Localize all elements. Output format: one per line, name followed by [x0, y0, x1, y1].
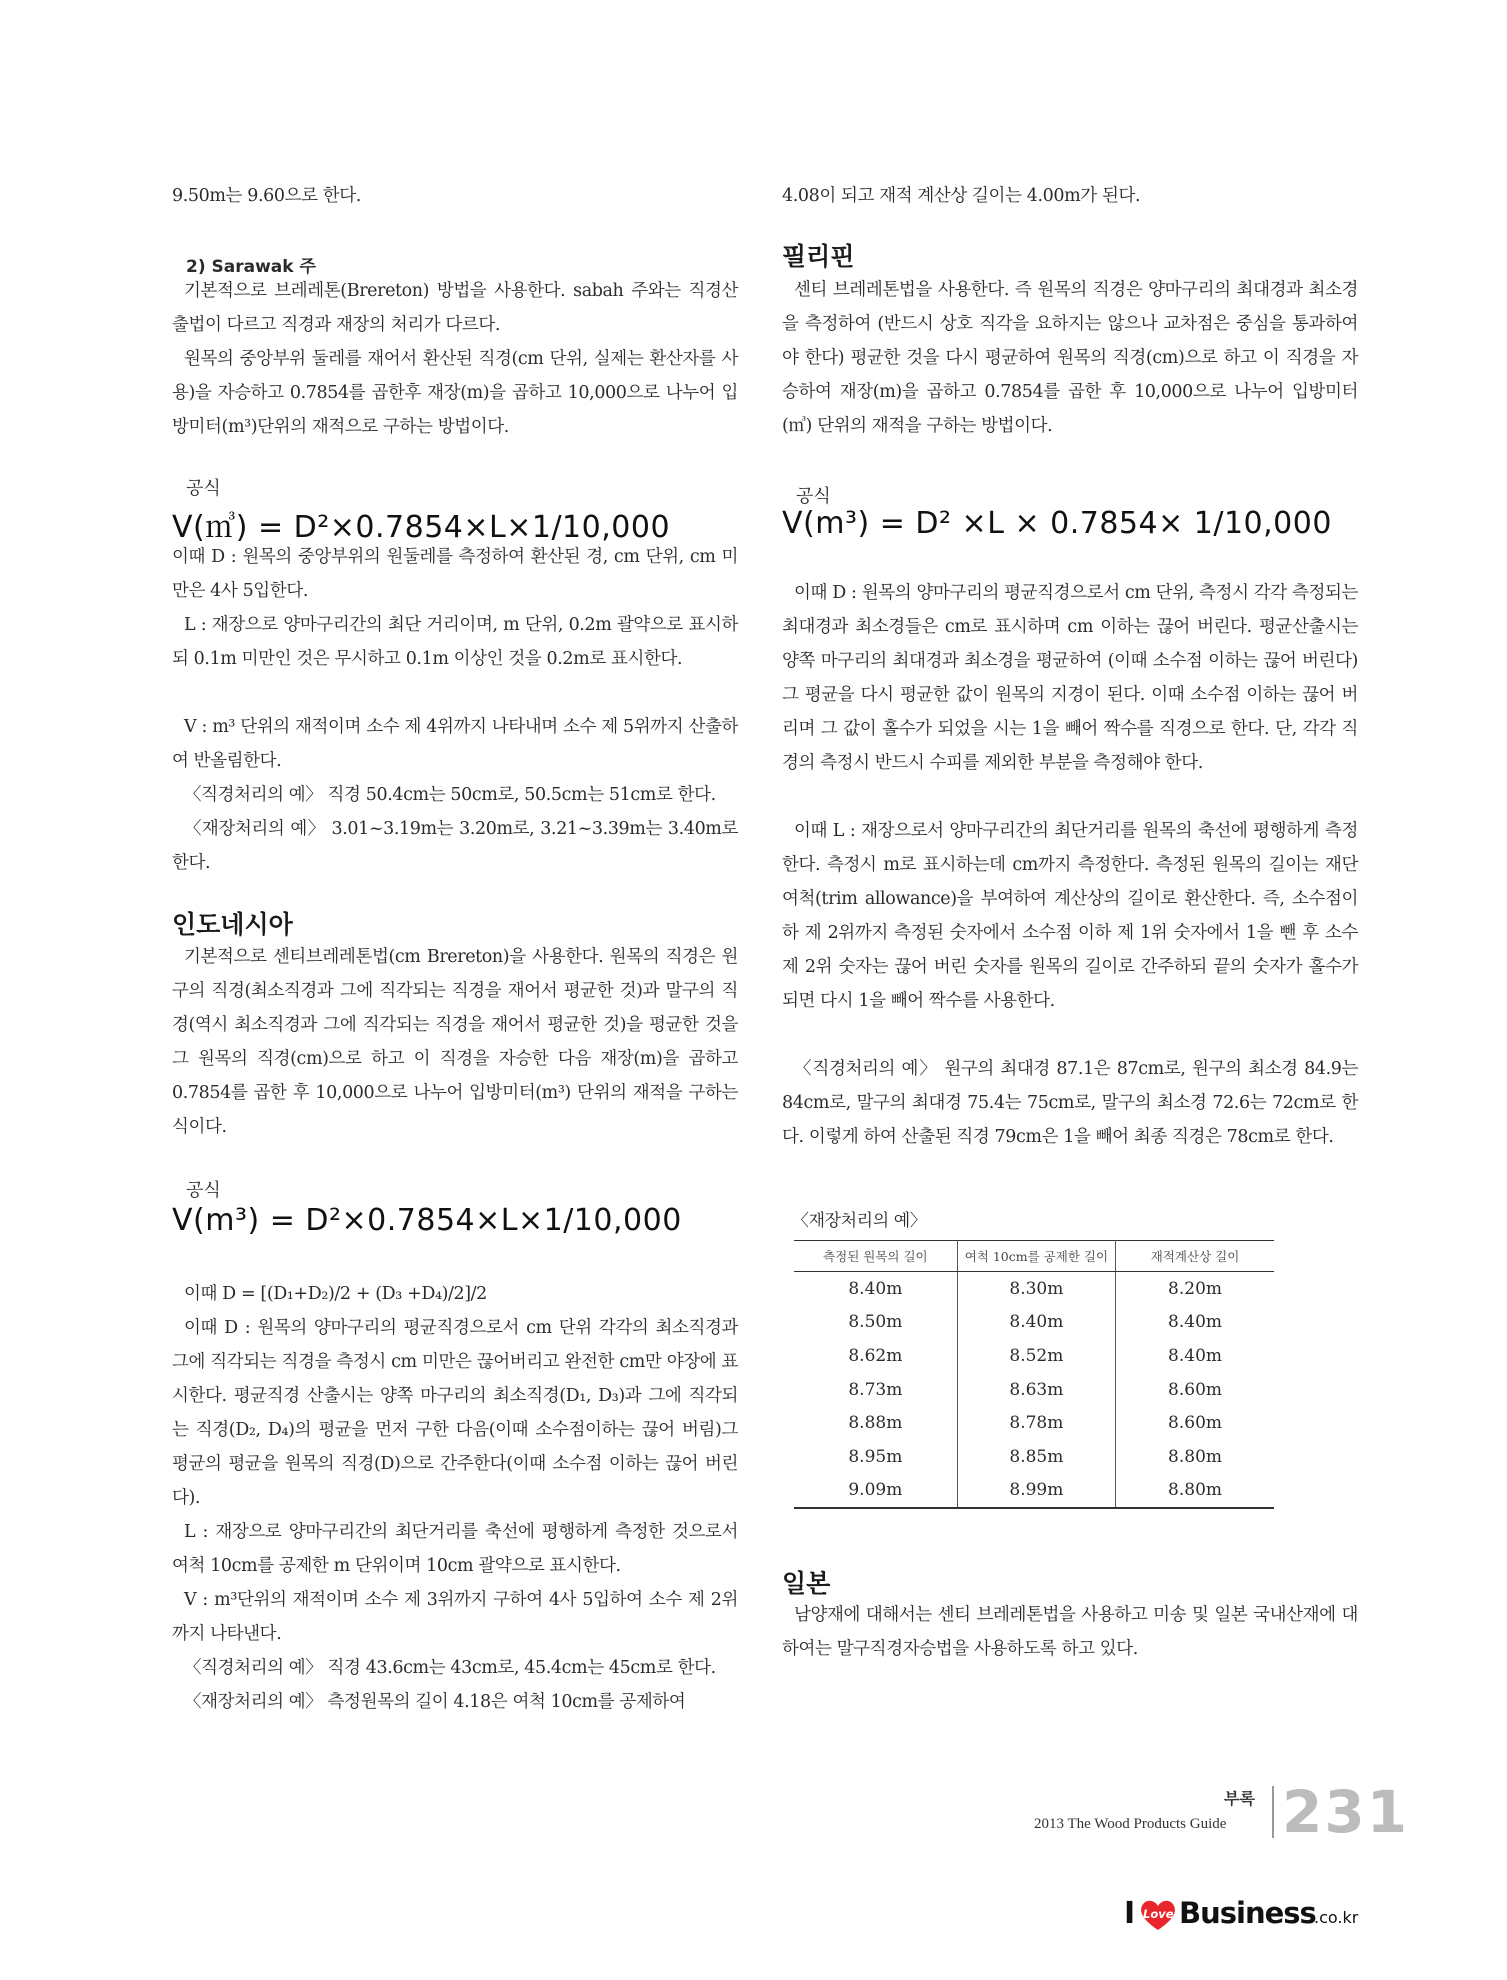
footer-guide-title: 2013 The Wood Products Guide [1034, 1816, 1227, 1832]
philippines-formula-label: 공식 [796, 486, 831, 507]
table-cell: 8.73m [848, 1379, 903, 1400]
philippines-paragraph-2: 이때 D : 원목의 양마구리의 평균직경으로서 cm 단위, 측정시 각각 측정되는 최대경과 최소경들은 cm로 표시하며 cm 이하는 끊어 버린다. 평균산출시는 양쪽 마구리의 최대경과 최소경을 평균하여 (이때 소수점 이하는 끊어 버린다) 그 평균을 다시 평균한 값이 원목의 지경이 된다. 이때 소수점 이하는 끊어 버리며 그 값이 홀수가 되었을 시는 1을 빼어 짝수를 직경으로 한다. 단, 각각 직경의 측정시 반드시 수피를 제외한 부분을 측정해야 한다. [782, 583, 1358, 773]
sarawak-formula: V(㎥) = D²×0.7854×L×1/10,000 [172, 510, 671, 545]
table-row [794, 1306, 1274, 1340]
table-cell: 8.60m [1116, 1373, 1274, 1407]
table-header-cell: 여척 10cm를 공제한 길이 [957, 1241, 1115, 1272]
table-cell: 8.40m [848, 1278, 903, 1299]
table-cell: 8.88m [848, 1413, 903, 1434]
table-cell: 8.40m [1116, 1339, 1274, 1373]
table-cell: 8.20m [1116, 1272, 1274, 1306]
japan-heading: 일본 [782, 1569, 831, 1598]
sarawak-paragraph-1: 기본적으로 브레레톤(Brereton) 방법을 사용한다. sabah 주와는 직경산출법이 다르고 직경과 재장의 처리가 다르다. [172, 281, 738, 335]
sarawak-paragraph-3: 이때 D : 원목의 중앙부위의 원둘레를 측정하여 환산된 경, cm 단위, cm 미만은 4사 5입한다. [172, 547, 738, 601]
table-header-cell: 측정된 원목의 길이 [794, 1241, 957, 1272]
sarawak-diameter-example: 〈직경처리의 예〉 직경 50.4cm는 50cm로, 50.5cm는 51cm로 한다. [184, 785, 716, 805]
indonesia-paragraph-3: 이때 D : 원목의 양마구리의 평균직경으로서 cm 단위 각각의 최소직경과 그에 직각되는 직경을 측정시 cm 미만은 끊어버리고 완전한 cm만 야장에 표시한다. 평균직경 산출시는 양쪽 마구리의 최소직경(D₁, D₃)과 그에 직각되는 직경(D₂, D₄)의 평균을 먼저 구한 다음(이때 소수점이하는 끊어 버림)그 평균의 평균을 원목의 직경(D)으로 간주한다(이때 소수점 이하는 끊어 버린다). [172, 1318, 738, 1508]
indonesia-paragraph-5: V : m³단위의 재적이며 소수 제 3위까지 구하여 4사 5입하여 소수 제 2위까지 나타낸다. [172, 1590, 738, 1644]
logo-domain: .co.kr [1314, 1908, 1359, 1927]
philippines-paragraph-1: 센티 브레레톤법을 사용한다. 즉 원목의 직경은 양마구리의 최대경과 최소경을 측정하여 (반드시 상호 직각을 요하지는 않으나 교차점은 중심을 통과하여야 한다) 평균한 것을 다시 평균하여 원목의 직경(cm)으로 하고 이 직경을 자승하여 재장(m)을 곱하고 0.7854를 곱한 후 10,000으로 나누어 입방미터(㎥) 단위의 재적을 구하는 방법이다. [782, 280, 1358, 436]
indonesia-paragraph-2: 이때 D = [(D₁+D₂)/2 + (D₃ +D₄)/2]/2 [184, 1284, 487, 1304]
logo-love-text: Love [1143, 1907, 1174, 1921]
i-love-business-logo [1124, 1896, 1358, 1936]
table-row [794, 1373, 1274, 1407]
logo-i: I [1124, 1896, 1136, 1931]
sarawak-paragraph-5: V : m³ 단위의 재적이며 소수 제 4위까지 나타내며 소수 제 5위까지 산출하여 반올림한다. [172, 717, 738, 771]
table-row [794, 1339, 1274, 1373]
table-cell: 9.09m [794, 1474, 957, 1509]
table-cell: 8.80m [1116, 1440, 1274, 1474]
sarawak-paragraph-2: 원목의 중앙부위 둘레를 재어서 환산된 직경(cm 단위, 실제는 환산자를 사용)을 자승하고 0.7854를 곱한후 재장(m)을 곱하고 10,000으로 나누어 입방미터(m³)단위의 재적으로 구하는 방법이다. [172, 349, 738, 437]
indonesia-heading: 인도네시아 [172, 910, 293, 939]
right-intro: 4.08이 되고 재적 계산상 길이는 4.00m가 된다. [782, 186, 1141, 206]
footer-section-label: 부록 [1224, 1789, 1255, 1808]
philippines-paragraph-3: 이때 L : 재장으로서 양마구리간의 최단거리를 원목의 축선에 평행하게 측정한다. 측정시 m로 표시하는데 cm까지 측정한다. 측정된 원목의 길이는 재단여척(trim allowance)을 부여하여 계산상의 길이로 환산한다. 즉, 소수점이하 제 2위까지 측정된 숫자에서 소수점 이하 제 1위 숫자에서 1을 뺀 후 소수 제 2위 숫자는 끊어 버린 숫자를 원목의 길이로 간주하되 끝의 숫자가 홀수가 되면 다시 1을 빼어 짝수를 사용한다. [782, 821, 1358, 1011]
length-example-table [794, 1240, 1274, 1509]
table-cell: 8.62m [848, 1345, 903, 1366]
indonesia-formula-label: 공식 [186, 1180, 221, 1201]
table-cell: 8.63m [957, 1373, 1115, 1407]
table-row [794, 1406, 1274, 1440]
table-cell: 8.30m [957, 1272, 1115, 1306]
table-cell: 8.40m [1116, 1306, 1274, 1340]
indonesia-paragraph-1: 기본적으로 센티브레레톤법(cm Brereton)을 사용한다. 원목의 직경은 원구의 직경(최소직경과 그에 직각되는 직경을 재어서 평균한 것)과 말구의 직경(역시 최소직경과 그에 직각되는 직경을 재어서 평균한 것)을 평균한 것을 그 원목의 직경(cm)으로 하고 이 직경을 자승한 다음 재장(m)을 곱하고 0.7854를 곱한 후 10,000으로 나누어 입방미터(m³) 단위의 재적을 구하는 식이다. [172, 947, 738, 1137]
sarawak-formula-label: 공식 [186, 478, 221, 499]
table-cell: 8.95m [848, 1446, 903, 1467]
table-cell: 8.85m [957, 1440, 1115, 1474]
heart-icon [1139, 1898, 1177, 1932]
table-cell: 8.52m [957, 1339, 1115, 1373]
sarawak-heading: 2) Sarawak 주 [186, 257, 316, 277]
philippines-diameter-example: 〈직경처리의 예〉 원구의 최대경 87.1은 87cm로, 원구의 최소경 84.9는 84cm로, 말구의 최대경 75.4는 75cm로, 말구의 최소경 72.6는 72cm로 한다. 이렇게 하여 산출된 직경 79cm은 1을 빼어 최종 직경은 78cm로 한다. [782, 1059, 1358, 1147]
indonesia-formula: V(m³) = D²×0.7854×L×1/10,000 [172, 1203, 682, 1238]
table-header-row [794, 1241, 1274, 1272]
table-cell: 8.60m [1116, 1406, 1274, 1440]
table-cell: 8.99m [957, 1474, 1115, 1509]
table-cell: 8.80m [1116, 1474, 1274, 1509]
japan-paragraph-1: 남양재에 대해서는 센티 브레레톤법을 사용하고 미송 및 일본 국내산재에 대하여는 말구직경자승법을 사용하도록 하고 있다. [782, 1605, 1358, 1659]
table-row [794, 1272, 1274, 1306]
table-header-cell: 재적계산상 길이 [1116, 1241, 1274, 1272]
indonesia-length-example: 〈재장처리의 예〉 측정원목의 길이 4.18은 여척 10cm를 공제하여 [184, 1692, 686, 1712]
table-caption: 〈재장처리의 예〉 [792, 1211, 927, 1231]
philippines-heading: 필리핀 [782, 242, 855, 271]
sarawak-paragraph-4: L : 재장으로 양마구리간의 최단 거리이며, m 단위, 0.2m 괄약으로 표시하되 0.1m 미만인 것은 무시하고 0.1m 이상인 것을 0.2m로 표시한다. [172, 615, 738, 669]
table-cell: 8.78m [957, 1406, 1115, 1440]
indonesia-diameter-example: 〈직경처리의 예〉 직경 43.6cm는 43cm로, 45.4cm는 45cm로 한다. [184, 1658, 716, 1678]
table-cell: 8.50m [848, 1312, 903, 1333]
logo-business: Business [1179, 1896, 1316, 1930]
left-intro: 9.50m는 9.60으로 한다. [172, 186, 361, 206]
footer-divider [1272, 1786, 1274, 1838]
philippines-formula: V(m³) = D² ×L × 0.7854× 1/10,000 [782, 506, 1332, 541]
sarawak-length-example: 〈재장처리의 예〉 3.01~3.19m는 3.20m로, 3.21~3.39m는 3.40m로 한다. [172, 819, 738, 873]
table-row [794, 1474, 1274, 1509]
table-cell: 8.40m [957, 1306, 1115, 1340]
page-number: 231 [1282, 1778, 1410, 1846]
indonesia-paragraph-4: L : 재장으로 양마구리간의 최단거리를 축선에 평행하게 측정한 것으로서 여척 10cm를 공제한 m 단위이며 10cm 괄약으로 표시한다. [172, 1522, 738, 1576]
table-row [794, 1440, 1274, 1474]
